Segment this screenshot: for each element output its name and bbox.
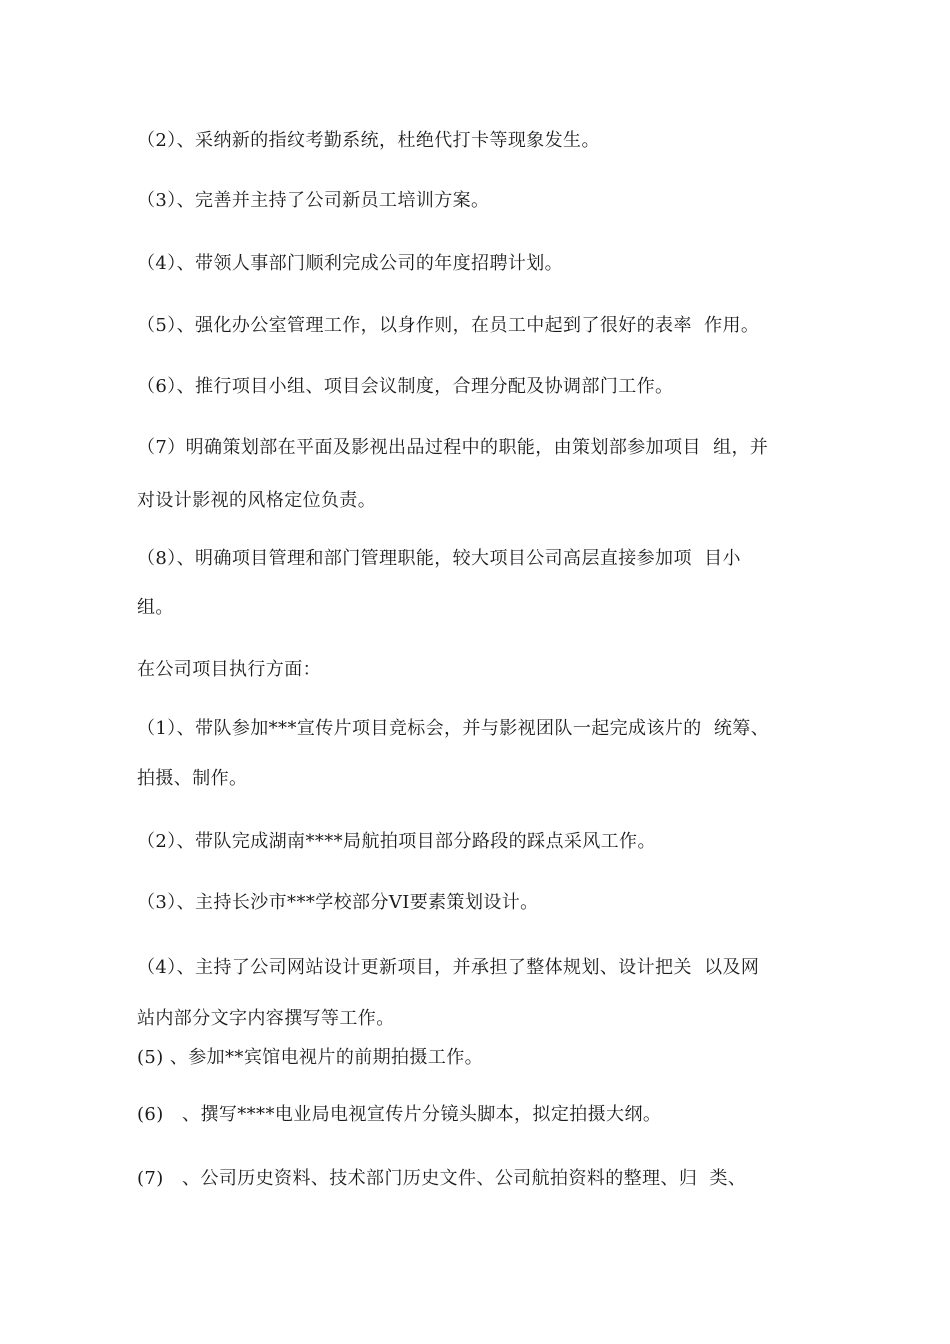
list-item-hr-3: （3）、完善并主持了公司新员工培训方案。 — [137, 190, 490, 211]
list-item-project-4-line2: 站内部分文字内容撰写等工作。 — [137, 1008, 395, 1029]
list-item-project-4-line1: （4）、主持了公司网站设计更新项目，并承担了整体规划、设计把关 以及网 — [137, 957, 760, 978]
list-item-hr-4: （4）、带领人事部门顺利完成公司的年度招聘计划。 — [137, 253, 564, 274]
list-item-project-3: （3）、主持长沙市***学校部分VI要素策划设计。 — [137, 892, 539, 913]
list-item-project-2: （2）、带队完成湖南****局航拍项目部分路段的踩点采风工作。 — [137, 831, 656, 852]
list-item-hr-6: （6）、推行项目小组、项目会议制度，合理分配及协调部门工作。 — [137, 376, 674, 397]
list-item-project-1-line2: 拍摄、制作。 — [137, 768, 248, 789]
list-item-project-6: (6) 、撰写****电业局电视宣传片分镜头脚本，拟定拍摄大纲。 — [137, 1104, 662, 1125]
list-item-project-1-line1: （1）、带队参加***宣传片项目竞标会，并与影视团队一起完成该片的 统筹、 — [137, 718, 770, 739]
list-item-hr-7-line1: （7）明确策划部在平面及影视出品过程中的职能，由策划部参加项目 组，并 — [137, 437, 769, 458]
list-item-hr-2: （2）、采纳新的指纹考勤系统，杜绝代打卡等现象发生。 — [137, 130, 600, 151]
list-item-project-5: (5) 、参加**宾馆电视片的前期拍摄工作。 — [137, 1047, 484, 1068]
list-item-hr-5: （5）、强化办公室管理工作，以身作则，在员工中起到了很好的表率 作用。 — [137, 315, 760, 336]
list-item-hr-7-line2: 对设计影视的风格定位负责。 — [137, 490, 377, 511]
list-item-hr-8-line2: 组。 — [137, 597, 174, 618]
section-heading-project-execution: 在公司项目执行方面： — [137, 659, 321, 680]
list-item-hr-8-line1: （8）、明确项目管理和部门管理职能，较大项目公司高层直接参加项 目小 — [137, 548, 741, 569]
list-item-project-7: (7) 、公司历史资料、技术部门历史文件、公司航拍资料的整理、归 类、 — [137, 1168, 747, 1189]
